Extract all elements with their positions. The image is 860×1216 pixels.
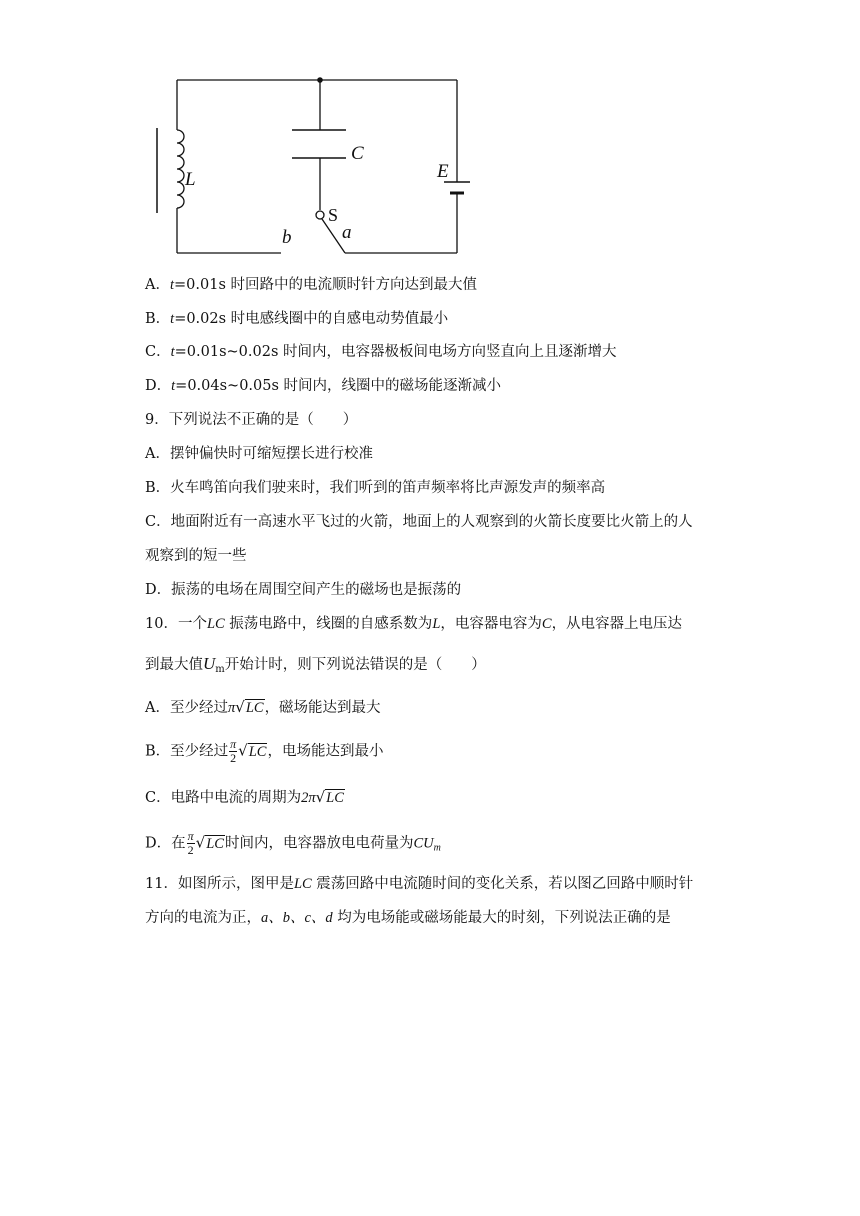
q10-option-d: D．在 $\frac{\pi}{2}$ √LC时间内，电容器放电电荷量为$CU_m$ xyxy=(145,829,441,857)
q9-option-a: A．摆钟偏快时可缩短摆长进行校准 xyxy=(145,446,373,462)
q10-stem-line2: 到最大值$U_m$开始计时，则下列说法错误的是（ ） xyxy=(145,654,486,675)
q9-option-c-line1: C．地面附近有一高速水平飞过的火箭，地面上的人观察到的火箭长度要比火箭上的人 xyxy=(145,514,693,530)
label-b: b xyxy=(282,227,292,248)
label-a: a xyxy=(342,222,352,243)
q10-option-c: C．电路中电流的周期为2π√LC xyxy=(145,788,344,806)
q8-option-b: B．t=0.02s 时电感线圈中的自感电动势值最小 xyxy=(145,311,449,327)
inductor-coil xyxy=(177,130,184,208)
q9-option-b: B．火车鸣笛向我们驶来时，我们听到的笛声频率将比声源发声的频率高 xyxy=(145,480,606,496)
q11-stem-line1: 11．如图所示，图甲是LC 震荡回路中电流随时间的变化关系，若以图乙回路中顺时针 xyxy=(145,876,694,892)
q11-stem-line2: 方向的电流为正，a、b、c、d 均为电场能或磁场能最大的时刻，下列说法正确的是 xyxy=(145,910,671,926)
q8-option-c: C．t=0.01s~0.02s 时间内，电容器极板间电场方向竖直向上且逐渐增大 xyxy=(145,344,617,360)
q10-option-b: B．至少经过 $\frac{\pi}{2}$ √LC，电场能达到最小 xyxy=(145,737,384,765)
lc-circuit-diagram xyxy=(150,70,480,265)
q9-option-d: D．振荡的电场在周围空间产生的磁场也是振荡的 xyxy=(145,582,462,598)
q10-option-a: A．至少经过π√LC，磁场能达到最大 xyxy=(145,698,381,716)
q9-option-c-line2: 观察到的短一些 xyxy=(145,548,247,564)
q8-option-a: A．t=0.01s 时回路中的电流顺时针方向达到最大值 xyxy=(145,277,477,293)
q9-stem: 9．下列说法不正确的是（ ） xyxy=(145,412,358,428)
label-E: E xyxy=(437,161,449,182)
label-S: S xyxy=(328,205,339,225)
q8-option-d: D．t=0.04s~0.05s 时间内，线圈中的磁场能逐渐减小 xyxy=(145,378,502,394)
label-L: L xyxy=(185,169,196,190)
junction-dot xyxy=(317,77,323,83)
q10-stem-line1: 10．一个LC 振荡电路中，线圈的自感系数为L，电容器电容为C，从电容器上电压达 xyxy=(145,616,683,632)
label-C: C xyxy=(351,143,364,164)
switch-pivot xyxy=(316,211,324,219)
